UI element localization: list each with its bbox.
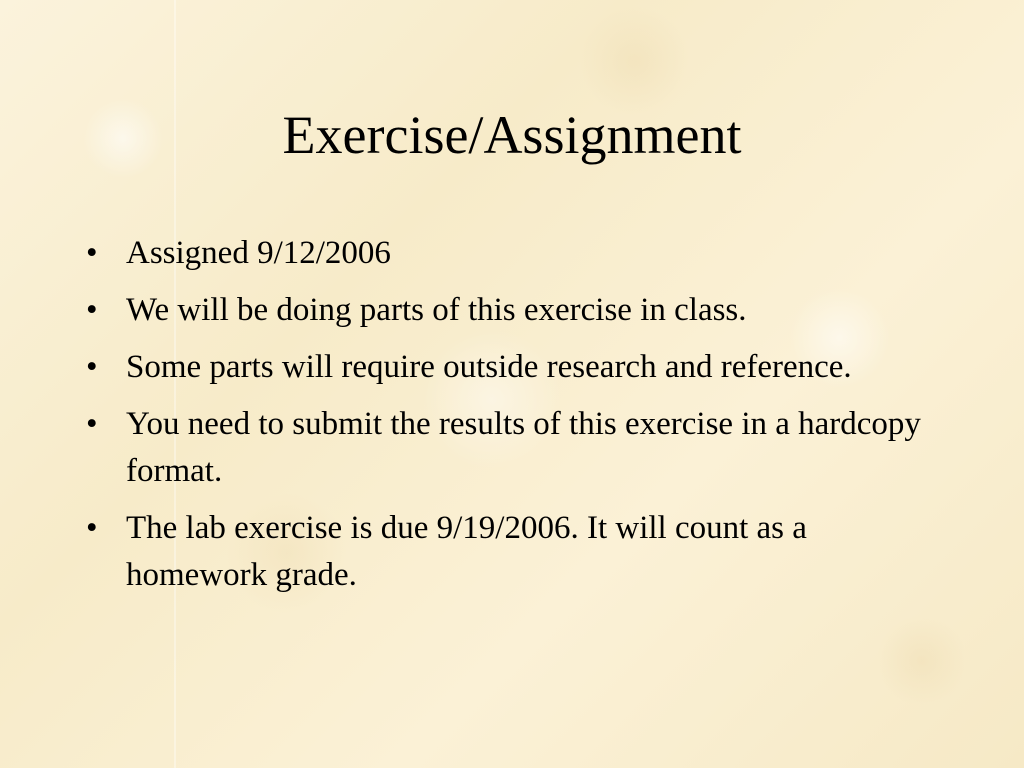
bullet-item-hardcopy (84, 401, 954, 495)
bullet-text: You need to submit the results of this exercise in a hardcopy format. (126, 406, 921, 489)
bullet-list (84, 230, 954, 609)
bullet-item-due-date (84, 505, 954, 599)
bullet-text: The lab exercise is due 9/19/2006. It will count as a homework grade. (126, 510, 807, 593)
bullet-icon: • (86, 292, 98, 328)
bullet-icon: • (86, 406, 98, 442)
bullet-item-class-parts (84, 287, 954, 334)
bullet-text: We will be doing parts of this exercise in class. (126, 292, 747, 328)
bullet-icon: • (86, 235, 98, 271)
bullet-item-assigned (84, 230, 954, 277)
bullet-text: Some parts will require outside research and reference. (126, 349, 852, 385)
bullet-icon: • (86, 510, 98, 546)
bullet-item-research (84, 344, 954, 391)
slide-title: Exercise/Assignment (282, 105, 742, 165)
bullet-icon: • (86, 349, 98, 385)
bullet-text: Assigned 9/12/2006 (126, 235, 391, 271)
